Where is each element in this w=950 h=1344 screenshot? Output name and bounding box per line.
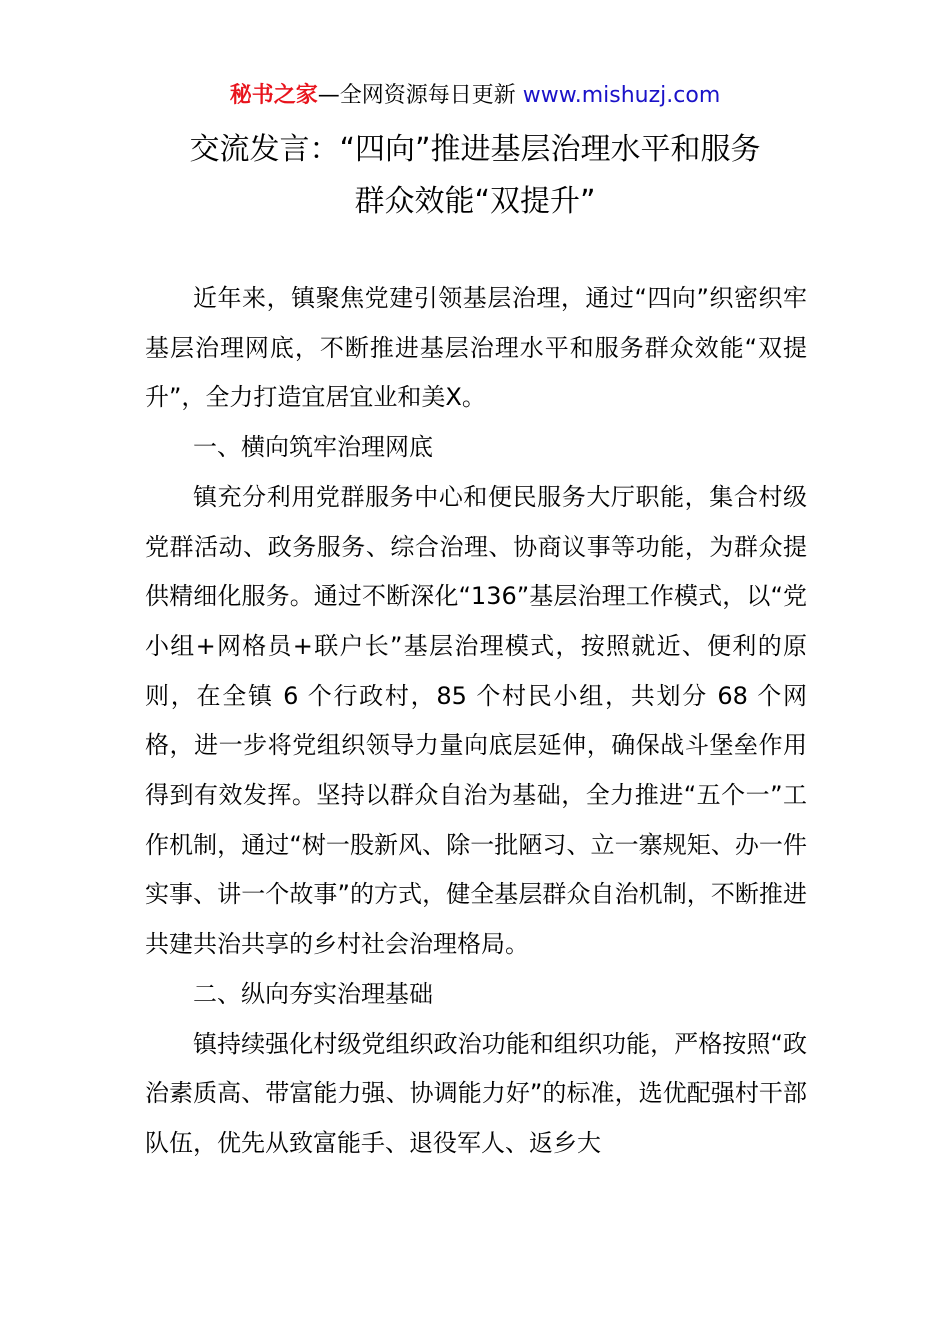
body-paragraph: 镇充分利用党群服务中心和便民服务大厅职能，集合村级党群活动、政务服务、综合治理、协商议事等功能，为群众提供精细化服务。通过不断深化“136”基层治理工作模式，以“党小组+网格员+联户长”基层治理模式，按照就近、便利的原则，在全镇 6 个行政村，85 个村民小组，共划分 68 个网格，进一步将党组织领导力量向底层延伸，确保战斗堡垒作用得到有效发挥。坚持以群众自治为基础，全力推进“五个一”工作机制，通过“树一股新风、除一批陋习、立一寨规矩、办一件实事、讲一个故事”的方式，健全基层群众自治机制，不断推进共建共治共享的乡村社会治理格局。 <box>145 482 807 959</box>
brand-name: 秘书之家 <box>229 83 318 108</box>
document-body <box>145 274 807 1169</box>
section-heading-1: 一、横向筑牢治理网底 <box>193 433 433 462</box>
section-heading-2: 二、纵向夯实治理基础 <box>193 979 433 1008</box>
title-line-2: 群众效能“双提升” <box>354 184 596 219</box>
site-url[interactable]: www.mishuzj.com <box>522 83 721 108</box>
header-tagline: —全网资源每日更新 <box>317 83 523 108</box>
title-line-1: 交流发言：“四向”推进基层治理水平和服务 <box>189 132 761 167</box>
intro-paragraph: 近年来，镇聚焦党建引领基层治理，通过“四向”织密织牢基层治理网底，不断推进基层治理水平和服务群众效能“双提升”，全力打造宜居宜业和美X。 <box>145 284 807 412</box>
body-paragraph: 镇持续强化村级党组织政治功能和组织功能，严格按照“政治素质高、带富能力强、协调能力好”的标准，选优配强村干部队伍，优先从致富能手、退役军人、返乡大 <box>145 1029 807 1157</box>
site-header <box>0 80 950 112</box>
document-title <box>140 124 810 228</box>
